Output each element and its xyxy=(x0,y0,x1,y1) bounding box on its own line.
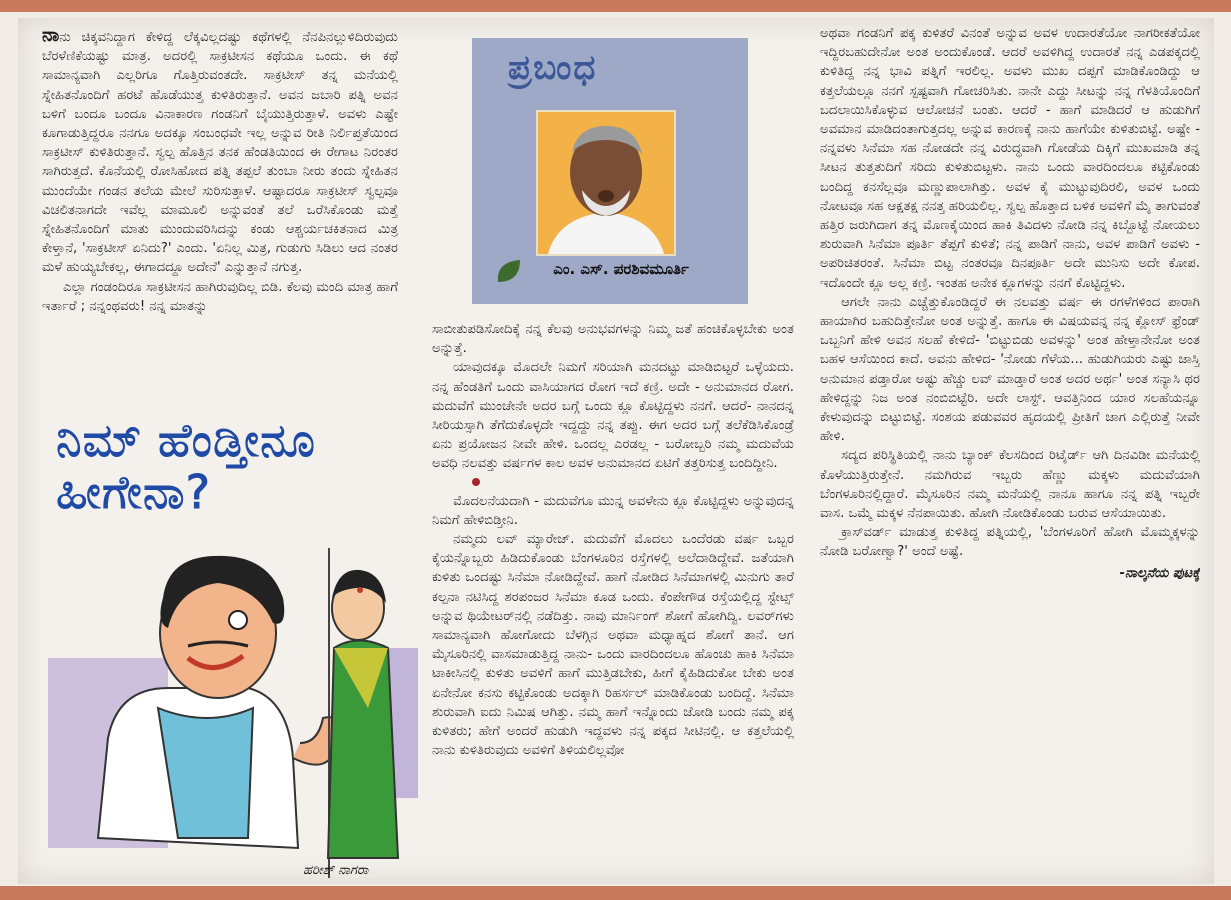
author-name: ಎಂ. ಎಸ್. ಪರಶಿವಮೂರ್ತಿ xyxy=(553,260,689,278)
column-header-box xyxy=(472,38,748,304)
article-column-1 xyxy=(42,26,398,402)
author-mouth xyxy=(598,190,614,202)
cartoonist-signature: ಹರೀಶ್ ನಾಗರಾ xyxy=(303,863,369,878)
paragraph-text: ನು ಚಿಕ್ಕವನಿದ್ದಾಗ ಕೇಳಿದ್ದ ಲೆಕ್ಕವಿಲ್ಲದಷ್ಟು ಕಥೆಗಳಲ್ಲಿ ನೆನಪಿನಲ್ಲುಳಿದಿರುವುದು ಬೆರಳೆಣಿಕೆಯಷ್ಟು ಮಾತ್ರ. ಅದರಲ್ಲಿ ಸಾಕ್ರಟೀಸನ ಕಥೆಯೂ ಒಂದು. ಈ ಕಥೆ ಸಾಮಾನ್ಯವಾಗಿ ಎಲ್ಲರಿಗೂ ಗೊತ್ತಿರುವಂತದೇ. ಸಾಕ್ರಟೀಸ್ ತನ್ನ ಮನೆಯಲ್ಲಿ ಸ್ನೇಹಿತನೊಂದಿಗೆ ಹರಟೆ ಹೊಡೆಯುತ್ತ ಕುಳಿತಿರುತ್ತಾನೆ. ಅವನ ಜಬಾರಿ ಪತ್ನಿ ಅವನ ಬಳಿಗೆ ಬಂದೂ ಬಂದೂ ವಿನಾಕಾರಣ ಗಂಡನಿಗೆ ಬೈಯುತ್ತಿರುತ್ತಾಳೆ. ಅವಳು ಎಷ್ಟೇ ಕೂಗಾಡುತ್ತಿದ್ದರೂ ನನಗೂ ಅದಕ್ಕೂ ಸಂಬಂಧವೇ ಇಲ್ಲ ಅನ್ನುವ ರೀತಿ ನಿರ್ಲಿಪ್ತತೆಯಿಂದ ಸಾಕ್ರಟೀಸ್ ಕುಳಿತಿರುತ್ತಾನೆ. ಸ್ವಲ್ಪ ಹೊತ್ತಿನ ತನಕ ಹೆಂಡತಿಯಿಂದ ಈ ರೇಗಾಟ ನಿರಂತರ ಸಾಗಿರುತ್ತದೆ. ಕೊನೆಯಲ್ಲಿ ರೋಸಿಹೋದ ಪತ್ನಿ ತಪ್ಪಲೆ ತುಂಬಾ ನೀರು ತಂದು ಸ್ನೇಹಿತನ ಮುಂದೆಯೇ ಗಂಡನ ತಲೆಯ ಮೇಲೆ ಸುರಿಸುತ್ತಾಳೆ. ಆಷ್ಟಾದರೂ ಸಾಕ್ರಟೀಸ್ ಸ್ವಲ್ಪವೂ ವಿಚಲಿತನಾಗದೇ ಇವೆಲ್ಲ ಮಾಮೂಲಿ ಅನ್ನುವಂತೆ ತಲೆ ಒರೆಸಿಕೊಂಡು ಮತ್ತೆ ಸ್ನೇಹಿತನೊಂದಿಗೆ ಮಾತು ಮುಂದುವರಿಸಿದನ್ನು ಕಂಡು ಆಶ್ಚರ್ಯಚಕಿತನಾದ ಮಿತ್ರ ಕೇಳ್ತಾನೆ, 'ಸಾಕ್ರಟೀಸ್ ಏನಿದು?' ಎಂದು. 'ಏನಿಲ್ಲ ಮಿತ್ರ, ಗುಡುಗು ಸಿಡಿಲು ಆದ ನಂತರ ಮಳೆ ಹುಯ್ಯಬೇಕಲ್ಲ, ಈಗಾದದ್ದೂ ಅದೇನೆ' ಎನ್ನುತ್ತಾನೆ ನಗುತ್ತ. xyxy=(42,30,398,276)
article-paragraph: ಮೊದಲನೆಯದಾಗಿ - ಮದುವೆಗೂ ಮುನ್ನ ಅವಳೇನು ಕ್ಲೂ ಕೊಟ್ಟಿದ್ದಳು ಅನ್ನುವುದನ್ನ ನಿಮಗೆ ಹೇಳಿಬಿಡ್ತೀನಿ. xyxy=(432,493,794,528)
newspaper-page xyxy=(18,18,1214,884)
article-column-3 xyxy=(820,24,1200,882)
drop-cap: ನಾ xyxy=(42,26,60,46)
article-paragraph: ಕ್ರಾಸ್‌ವರ್ಡ್ ಮಾಡುತ್ತ ಕುಳಿತಿದ್ದ ಪತ್ನಿಯಲ್ಲಿ, 'ಬೆಂಗಳೂರಿಗೆ ಹೋಗಿ ಮೊಮ್ಮಕ್ಕಳನ್ನು ನೋಡಿ ಬರೋಣ್ವಾ?' ಅಂದೆ ಅಷ್ಟೆ. xyxy=(820,525,1200,560)
article-column-2 xyxy=(432,320,794,880)
article-paragraph: ಎಲ್ಲಾ ಗಂಡಂದಿರೂ ಸಾಕ್ರಟೀಸನ ಹಾಗಿರುವುದಿಲ್ಲ ಬಿಡಿ. ಕೆಲವು ಮಂದಿ ಮಾತ್ರ ಹಾಗೆ ಇರ್ತಾರೆ ; ನನ್ನಂಥವರು! ನನ್ನ ಮಾತನ್ನು xyxy=(42,279,398,314)
headline-line-2: ಹೀಗೇನಾ? xyxy=(56,465,212,519)
man-eye xyxy=(229,611,247,629)
article-paragraph: ಸಾಬೀತುಪಡಿಸೋದಿಕ್ಕೆ ನನ್ನ ಕೆಲವು ಅನುಭವಗಳನ್ನು ನಿಮ್ಮ ಜತೆ ಹಂಚಿಕೊಳ್ಳಬೇಕು ಅಂತ ಅನ್ನುತ್ತೆ. xyxy=(432,322,794,357)
cartoon-illustration xyxy=(38,538,422,884)
headline-line-1: ನಿಮ್ ಹೆಂಡ್ತೀನೂ xyxy=(56,413,317,467)
author-portrait xyxy=(538,112,674,254)
author-photo xyxy=(536,110,676,256)
article-paragraph: ನಮ್ಮದು ಲವ್ ಮ್ಯಾರೇಜ್. ಮದುವೆಗೆ ಮೊದಲು ಒಂದೆರಡು ವರ್ಷ ಒಬ್ಬರ ಕೈಯನ್ನೊಬ್ಬರು ಹಿಡಿದುಕೊಂಡು ಬೆಂಗಳೂರಿನ ರಸ್ತೆಗಳಲ್ಲಿ ಅಲೆದಾಡಿದ್ದೇವೆ. ಜತೆಯಾಗಿ ಕುಳಿತು ಒಂದಷ್ಟು ಸಿನೆಮಾ ನೋಡಿದ್ದೇವೆ. ಹಾಗೆ ನೋಡಿದ ಸಿನೆಮಾಗಳಲ್ಲಿ ಮಿನುಗು ತಾರೆ ಕಲ್ಪನಾ ನಟಿಸಿದ್ದ ಶರಪಂಜರ ಸಿನೆಮಾ ಕೂಡ ಒಂದು. ಕೆಂಪೇಗೌಡ ರಸ್ತೆಯಲ್ಲಿದ್ದ ಸ್ಟೇಟ್ಸ್ ಅನ್ನುವ ಥಿಯೇಟರ್‌ನಲ್ಲಿ ನಡೆದಿತ್ತು. ನಾವು ಮಾರ್ನಿಂಗ್ ಶೋಗೆ ಹೋಗಿದ್ವಿ. ಲವರ್‌ಗಳು ಸಾಮಾನ್ಯವಾಗಿ ಹೋಗೋದು ಬೆಳಗ್ಗಿನ ಅಥವಾ ಮಧ್ಯಾಹ್ನದ ಶೋಗೆ ತಾನೆ. ಆಗ ಮೈಸೂರಿನಲ್ಲಿ ವಾಸಮಾಡುತ್ತಿದ್ದ ನಾನು- ಒಂದು ವಾರದಿಂದಲೂ ಹೊಂಚು ಹಾಕಿ ಸಿನೆಮಾ ಟಾಕೀಸಿನಲ್ಲಿ ಕುಳಿತು ಅವಳಿಗೆ ಹಾಗೆ ಮುತ್ತಿಡಬೇಕು, ಹೀಗೆ ಕೈಹಿಡಿದುಕೋ ಬೇಕು ಅಂತ ಏನೇನೋ ಕನಸು ಕಟ್ಟಿಕೊಂಡು ಅದಕ್ಕಾಗಿ ರಿಹರ್ಸಲ್ ಮಾಡಿಕೊಂಡು ಬಂದಿದ್ದೆ. ಸಿನೆಮಾ ಶುರುವಾಗಿ ಐದು ನಿಮಿಷ ಆಗಿತ್ತು. ನಮ್ಮ ಹಾಗೆ ಇನ್ನೊಂದು ಜೋಡಿ ಬಂದು ನಮ್ಮ ಪಕ್ಕ ಕುಳಿತರು; ಹೇಗೆ ಅಂದರೆ ಹುಡುಗಿ ಇದ್ದವಳು ನನ್ನ ಪಕ್ಕದ ಸೀಟಿನಲ್ಲಿ. ಆ ಕತ್ತಲೆಯಲ್ಲಿ ನಾನು ಕುಳಿತಿರುವುದು ಅವಳಿಗೆ ತಿಳಿಯಲಿಲ್ಲವೋ xyxy=(432,532,794,759)
article-paragraph: ಸದ್ಯದ ಪರಿಸ್ಥಿತಿಯಲ್ಲಿ ನಾನು ಬ್ಯಾಂಕ್ ಕೆಲಸದಿಂದ ರಿಟೈರ್ಡ್ ಆಗಿ ದಿನವಿಡೀ ಮನೆಯಲ್ಲಿ ಕೊಳೆಯುತ್ತಿರುತ್ತೇನೆ. ನಮಗಿರುವ ಇಬ್ಬರು ಹೆಣ್ಣು ಮಕ್ಕಳು ಮದುವೆಯಾಗಿ ಬೆಂಗಳೂರಿನಲ್ಲಿದ್ದಾರೆ. ಮೈಸೂರಿನ ನಮ್ಮ ಮನೆಯಲ್ಲಿ ನಾನೂ ಹಾಗೂ ನನ್ನ ಪತ್ನಿ ಇಬ್ಬರೇ ವಾಸ. ಒಮ್ಮೆ ಮಕ್ಕಳ ನೆನಪಾಯಿತು. ಹೋಗಿ ನೋಡಿಕೊಂಡು ಬರುವ ಆಸೆಯಾಯಿತು. xyxy=(820,448,1200,522)
column-title: ಪ್ರಬಂಧ xyxy=(508,48,598,88)
article-paragraph xyxy=(42,26,398,278)
article-paragraph: ಆಗಲೇ ನಾನು ಎಚ್ಚೆತ್ತುಕೊಂಡಿದ್ದರೆ ಈ ನಲವತ್ತು ವರ್ಷ ಈ ರಗಳೆಗಳಿಂದ ಪಾರಾಗಿ ಹಾಯಾಗಿರ ಬಹುದಿತ್ತೇನೋ ಅಂತ ಅನ್ನುತ್ತೆ. ಹಾಗೂ ಈ ವಿಷಯವನ್ನ ನನ್ನ ಕ್ಲೋಸ್ ಫ್ರೆಂಡ್ ಒಬ್ಬನಿಗೆ ಹೇಳಿ ಅವನ ಸಲಹೆ ಕೇಳಿದೆ- 'ಬಿಟ್ಟುಬಿಡು ಅವಳನ್ನು' ಅಂತ ಹೇಳ್ತಾನೇನೋ ಅಂತ ಬಹಳ ಆಸೆಯಿಂದ ಕಾದೆ. ಅವನು ಹೇಳಿದ- 'ನೋಡು ಗೆಳೆಯ... ಹುಡುಗಿಯರು ಎಷ್ಟು ಜಾಸ್ತಿ ಅನುಮಾನ ಪಡ್ತಾರೋ ಅಷ್ಟು ಹೆಚ್ಚು ಲವ್ ಮಾಡ್ತಾರೆ ಅಂತ ಅದರ ಅರ್ಥ' ಅಂತ ಸನ್ಯಾಸಿ ಥರ ಹೇಳಿದ್ದನ್ನು ನಿಜ ಅಂತ ನಂಬಿಬಿಟ್ಟೆರಿ. ಅದೇ ಲಾಸ್ಟ್. ಆವತ್ತಿನಿಂದ ಯಾರ ಸಲಹೆಯನ್ನೂ ಕೇಳುವುದನ್ನು ಬಿಟ್ಟುಬಿಟ್ಟೆ. ಸಂಶಯ ಪಡುವವರ ಹೃದಯಲ್ಲಿ ಪ್ರೀತಿಗೆ ಜಾಗ ಎಲ್ಲಿರುತ್ತೆ ನೀವೇ ಹೇಳಿ. xyxy=(820,294,1200,445)
headline xyxy=(56,414,406,518)
section-bullet xyxy=(472,478,480,486)
continued-note: -ನಾಲ್ಕನೆಯ ಪುಟಕ್ಕೆ xyxy=(1119,565,1200,581)
woman-bindi xyxy=(357,587,363,593)
article-paragraph: ಅಥವಾ ಗಂಡನಿಗೆ ಪಕ್ಕ ಕುಳಿತರೆ ವಿನಂತೆ ಅನ್ನುವ ಅವಳ ಉದಾರತೆಯೋ ನಾಗರೀಕತೆಯೋ ಇದ್ದಿರಬಹುದೇನೋ ಅಂತ ಅಂದುಕೊಂಡೆ. ಆದರೆ ಅವಳಿಗಿದ್ದ ಉದಾರತೆ ನನ್ನ ಎಡಪಕ್ಕದಲ್ಲಿ ಕುಳಿತಿದ್ದ ನನ್ನ ಭಾವಿ ಪತ್ನಿಗೆ ಇರಲಿಲ್ಲ. ಅವಳು ಮುಖ ದಪ್ಪಗೆ ಮಾಡಿಕೊಂಡಿದ್ದು ಆ ಕತ್ತಲೆಯಲ್ಲೂ ನನಗೆ ಸ್ಪಷ್ಟವಾಗಿ ಗೋಚರಿಸಿತು. ನಾನೇ ಎದ್ದು ಸೀಟನ್ನು ನನ್ನ ಗೆಳತಿಯೊಂದಿಗೆ ಬದಲಾಯಿಸಿಕೊಳ್ಳುವ ಆಲೋಚನೆ ಬಂತು. ಆದರೆ - ಹಾಗೆ ಮಾಡಿದರೆ ಆ ಹುಡುಗಿಗೆ ಅವಮಾನ ಮಾಡಿದಂತಾಗುತ್ತದಲ್ಲ ಅನ್ನುವ ಕಾರಣಕ್ಕೆ ನಾನು ಹಾಗೆಯೇ ಕುಳಿತುಬಿಟ್ಟೆ. ಅಷ್ಟೇ - ನನ್ನವಳು ಸಿನೆಮಾ ಸಹ ನೋಡದೇ ನನ್ನ ವಿರುದ್ಧವಾಗಿ ಗೋಡೆಯ ದಿಕ್ಕಿಗೆ ಮುಖಮಾಡಿ ತನ್ನ ಸೀಟನ ತುತ್ತತುದಿಗೆ ಸರಿದು ಕುಳಿತುಬಿಟ್ಟಳು. ನಾನು ಒಂದು ವಾರದಿಂದಲೂ ಕಟ್ಟಿಕೊಂಡು ಬಂದಿದ್ದ ಕನಸೆಲ್ಲವೂ ಮಣ್ಣುಪಾಲಾಗಿತ್ತು. ಅವಳ ಕೈ ಮುಟ್ಟುವುದಿರಲಿ, ಅವಳ ಒಂದು ನೋಟವೂ ಸಹ ಆಕ್ಷತಕ್ಷ ನನತ್ತ ಹರಿಯಲಿಲ್ಲ. ಸ್ವಲ್ಪ ಹೊತ್ತಾದ ಬಳಿಕ ಅವಳಿಗೆ ಮೈ ತಾಗುವಂತೆ ಹತ್ತಿರ ಜರುಗಿದಾಗ ತನ್ನ ಮೊಣಕೈಯಿಂದ ಹಾಕಿ ತಿವಿದಳು ನೋಡಿ ನನ್ನ ಕಿಬ್ಬೊಟ್ಟೆ ನೋಯಲು ಶುರುವಾಗಿ ಸಿನೆಮಾ ಪೂರ್ತಿ ತೆಪ್ಪಗೆ ಕುಳಿತೆ; ನನ್ನ ಪಾಡಿಗೆ ನಾನು, ಅವಳ ಪಾಡಿಗೆ ಅವಳು - ಅಪರಿಚಿತರಂತೆ. ಸಿನೆಮಾ ಬಿಟ್ಟ ನಂತರವೂ ದಿನಪೂರ್ತಿ ಅದೇ ಮುನಿಸು ಅದೇ ಕೋಪ. ಇದೊಂದೇ ಕ್ಲೂ ಅಲ್ಲ ಕಣ್ರಿ. ಇಂತಹ ಅನೇಕ ಕ್ಲೂಗಳನ್ನು ನನಗೆ ಕೊಟ್ಟಿದ್ದಳು. xyxy=(820,26,1200,291)
article-paragraph: ಯಾವುದಕ್ಕೂ ಮೊದಲೇ ನಿಮಗೆ ಸರಿಯಾಗಿ ಮನದಟ್ಟು ಮಾಡಿಬಿಟ್ಟರೆ ಒಳ್ಳೆಯದು. ನನ್ನ ಹೆಂಡತಿಗೆ ಒಂದು ವಾಸಿಯಾಗದ ರೋಗ ಇದೆ ಕಣ್ರಿ. ಅದೇ - ಅನುಮಾನದ ರೋಗ. ಮದುವೆಗೆ ಮುಂಚೇನೇ ಅದರ ಬಗ್ಗೆ ಒಂದು ಕ್ಲೂ ಕೊಟ್ಟಿದ್ದಳು ನನಗೆ. ಆದರೆ- ನಾನದನ್ನ ಸೀರಿಯಸ್ಸಾಗಿ ತೆಗೆದುಕೊಳ್ಳದೇ ಇದ್ದದ್ದು ನನ್ನ ತಪ್ಪು. ಈಗ ಅದರ ಬಗ್ಗೆ ತಲೆಕೆಡಿಸಿಕೊಂಡ್ರೆ ಏನು ಪ್ರಯೋಜನ ನೀವೇ ಹೇಳಿ. ಒಂದಲ್ಲ ಎರಡಲ್ಲ - ಬರೋಬ್ಬರಿ ನಮ್ಮ ಮದುವೆಯ ಅವಧಿ ನಲವತ್ತು ವರ್ಷಗಳ ಕಾಲ ಅವಳ ಅನುಮಾನದ ಏಟಿಗೆ ತತ್ತರಿಸುತ್ತ ಬಂದಿದ್ದೀನಿ. xyxy=(432,360,794,472)
